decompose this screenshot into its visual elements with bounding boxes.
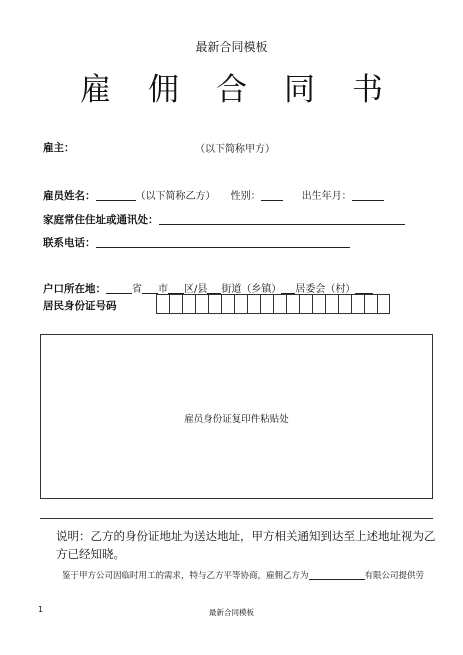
id-digit-box[interactable] — [312, 294, 325, 314]
committee-field[interactable] — [281, 282, 295, 294]
id-digit-box[interactable] — [234, 294, 247, 314]
id-number-boxes[interactable] — [156, 294, 390, 314]
birth-label: 出生年月： — [301, 191, 352, 202]
id-digit-box[interactable] — [273, 294, 286, 314]
street-field[interactable] — [207, 282, 221, 294]
employee-name-field[interactable] — [96, 189, 136, 201]
phone-row — [43, 231, 350, 250]
id-card-label: 居民身份证号码 — [43, 300, 117, 312]
city-field[interactable] — [142, 282, 158, 294]
village-field[interactable] — [355, 282, 373, 294]
gender-label: 性别： — [230, 191, 261, 202]
id-digit-box[interactable] — [286, 294, 299, 314]
district-field[interactable] — [168, 282, 184, 294]
id-digit-box[interactable] — [221, 294, 234, 314]
employer-label: 雇主： — [43, 142, 75, 154]
id-digit-box[interactable] — [247, 294, 260, 314]
address-row — [43, 208, 405, 227]
agreement-suffix: 有限公司提供劳 — [364, 571, 425, 581]
id-copy-paste-label: 雇员身份证复印件粘贴处 — [184, 414, 289, 425]
id-digit-box[interactable] — [208, 294, 221, 314]
city-label: 市 — [158, 284, 168, 295]
footer-page-number: 1 — [38, 605, 44, 614]
committee-label: 居委会（村） — [295, 284, 356, 295]
street-label: 街道（乡镇） — [221, 284, 282, 295]
id-digit-box[interactable] — [156, 294, 169, 314]
footer-text: 最新合同模板 — [209, 608, 254, 617]
id-digit-box[interactable] — [377, 294, 390, 314]
phone-label: 联系电话： — [43, 237, 96, 249]
header-template-label: 最新合同模板 — [195, 40, 268, 54]
id-digit-box[interactable] — [338, 294, 351, 314]
id-digit-box[interactable] — [195, 294, 208, 314]
id-digit-box[interactable] — [299, 294, 312, 314]
phone-field[interactable] — [96, 236, 350, 248]
agreement-prefix: 鉴于甲方公司因临时用工的需求，特与乙方平等协商，雇佣乙方为 — [62, 571, 309, 581]
id-digit-box[interactable] — [260, 294, 273, 314]
id-digit-box[interactable] — [351, 294, 364, 314]
address-field[interactable] — [159, 213, 405, 225]
birth-field[interactable] — [352, 189, 384, 201]
id-digit-box[interactable] — [169, 294, 182, 314]
address-notice: 说明：乙方的身份证地址为送达地址，甲方相关通知到达至上述地址视为乙方已经知晓。 — [56, 529, 436, 561]
province-label: 省 — [132, 284, 142, 295]
employee-name-label: 雇员姓名： — [43, 190, 96, 202]
company-name-field[interactable] — [309, 570, 365, 580]
id-digit-box[interactable] — [364, 294, 377, 314]
employer-note: （以下简称甲方） — [195, 144, 275, 155]
id-digit-box[interactable] — [182, 294, 195, 314]
address-label: 家庭常住住址或通讯处： — [43, 214, 159, 226]
hukou-label: 户口所在地： — [43, 283, 106, 295]
employee-name-note: （以下简称乙方） — [135, 191, 216, 202]
agreement-text — [62, 569, 424, 581]
province-field[interactable] — [106, 282, 132, 294]
district-label: 区/县 — [184, 284, 208, 295]
divider — [40, 518, 433, 519]
id-digit-box[interactable] — [325, 294, 338, 314]
employee-row — [43, 184, 384, 203]
document-title: 雇佣合同书 — [80, 72, 420, 108]
id-copy-paste-area — [40, 334, 433, 499]
gender-field[interactable] — [261, 189, 283, 201]
